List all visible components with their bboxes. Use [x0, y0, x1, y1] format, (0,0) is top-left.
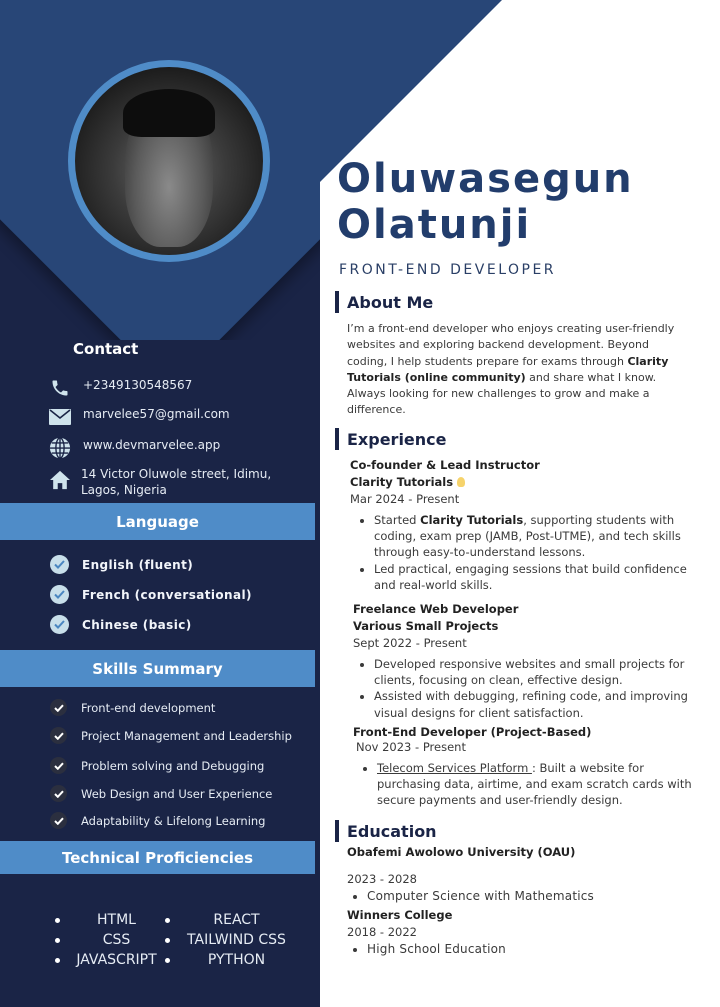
tech-item: CSS	[55, 931, 165, 949]
skill-item: Front-end development	[50, 699, 215, 716]
email-address: marvelee57@gmail.com	[83, 407, 230, 421]
job-entry: Co-founder & Lead Instructor Clarity Tutorials Mar 2024 - Present • Started Clarity Tutorials, supporting students with coding, exam prep (JAMB, Post-UTME), and tech skills through easy-to-understand lessons. • Led practical, engaging sessions that build confidence and real-world skills.	[350, 457, 690, 593]
about-text: I’m a front-end developer who enjoys creating user-friendly websites and exploring backend development. Beyond coding, I help students prepare for exams through Clarity Tutorials (online community) and share what I know. Always looking for new challenges to grow and make a difference.	[347, 322, 675, 417]
contact-email[interactable]	[48, 406, 230, 428]
job-bullet: • Telecom Services Platform : Built a website for purchasing data, airtime, and exam scratch cards with secure payments and user-friendly design.	[377, 760, 693, 809]
job-dates: Mar 2024 - Present	[350, 492, 460, 506]
mail-icon	[48, 406, 72, 428]
skill-item: Adaptability & Lifelong Learning	[50, 812, 265, 829]
job-title: FRONT-END DEVELOPER	[339, 262, 557, 278]
experience-heading: Experience	[335, 428, 447, 450]
job-dates: Sept 2022 - Present	[353, 636, 467, 650]
project-link[interactable]: Telecom Services Platform	[377, 761, 532, 775]
check-icon	[50, 699, 67, 716]
job-bullet: • Assisted with debugging, refining code, and improving visual designs for client satisfaction.	[374, 688, 693, 720]
section-bar	[335, 428, 339, 450]
job-entry: Freelance Web Developer Various Small Projects Sept 2022 - Present • Developed responsive websites and small projects for clients, focusing on clean, effective design. • Assisted with debugging, refining code, and improving visual designs for client satisfaction.	[353, 601, 693, 721]
avatar-hair	[123, 89, 215, 137]
bullet-icon	[55, 918, 60, 923]
bullet-icon	[55, 938, 60, 943]
check-circle-icon	[50, 585, 69, 604]
technical-heading: Technical Proficiencies	[0, 841, 315, 874]
technical-list	[55, 911, 305, 969]
check-icon	[50, 757, 67, 774]
check-icon	[50, 785, 67, 802]
about-heading: About Me	[335, 291, 433, 313]
edu-dates: 2023 - 2028	[347, 872, 417, 886]
contact-phone[interactable]	[48, 377, 192, 399]
job-bullet: • Started Clarity Tutorials, supporting students with coding, exam prep (JAMB, Post-UTME), and tech skills through easy-to-understand lessons.	[374, 512, 690, 561]
contact-heading: Contact	[73, 340, 139, 358]
contact-website[interactable]	[48, 437, 220, 459]
education-heading: Education	[335, 820, 437, 842]
check-icon	[50, 727, 67, 744]
skill-item: Problem solving and Debugging	[50, 757, 264, 774]
check-icon	[50, 812, 67, 829]
globe-icon	[48, 437, 72, 459]
job-bullet: • Developed responsive websites and small projects for clients, focusing on clean, effective design.	[374, 656, 693, 688]
edu-dates: 2018 - 2022	[347, 925, 417, 939]
tech-item: PYTHON	[165, 951, 295, 969]
skill-item: Web Design and User Experience	[50, 785, 272, 802]
lightbulb-icon	[457, 477, 465, 487]
bullet-icon	[165, 938, 170, 943]
tech-item: TAILWIND CSS	[165, 931, 295, 949]
job-entry: Front-End Developer (Project-Based) Nov 2023 - Present • Telecom Services Platform : Built a website for purchasing data, airtime, and exam scratch cards with secure payments and user-friendly design.	[353, 724, 693, 809]
section-bar	[335, 820, 339, 842]
language-item: French (conversational)	[50, 585, 252, 604]
phone-number: +2349130548567	[83, 378, 193, 392]
edu-detail: • High School Education	[367, 941, 687, 958]
tech-item: REACT	[165, 911, 295, 929]
language-heading: Language	[0, 503, 315, 540]
section-bar	[335, 291, 339, 313]
check-circle-icon	[50, 615, 69, 634]
language-item: Chinese (basic)	[50, 615, 192, 634]
phone-icon	[48, 377, 72, 399]
edu-detail: • Computer Science with Mathematics	[367, 888, 687, 905]
tech-item: JAVASCRIPT	[55, 951, 165, 969]
job-bullet: • Led practical, engaging sessions that build confidence and real-world skills.	[374, 561, 690, 593]
skill-item: Project Management and Leadership	[50, 727, 292, 744]
address-text: 14 Victor Oluwole street, Idimu, Lagos, Nigeria	[81, 467, 272, 497]
language-item: English (fluent)	[50, 555, 193, 574]
avatar	[68, 60, 270, 262]
home-icon	[48, 469, 72, 491]
education-entry: Winners College 2018 - 2022 • High School Education	[347, 907, 687, 958]
job-dates: Nov 2023 - Present	[356, 740, 466, 754]
check-circle-icon	[50, 555, 69, 574]
bullet-icon	[165, 958, 170, 963]
bullet-icon	[55, 958, 60, 963]
website-url: www.devmarvelee.app	[83, 438, 221, 452]
tech-item: HTML	[55, 911, 165, 929]
education-entry: Obafemi Awolowo University (OAU) 2023 - 2028 • Computer Science with Mathematics	[347, 844, 687, 905]
full-name: Oluwasegun Olatunji	[337, 156, 634, 248]
bullet-icon	[165, 918, 170, 923]
contact-address	[48, 466, 308, 498]
skills-heading: Skills Summary	[0, 650, 315, 687]
